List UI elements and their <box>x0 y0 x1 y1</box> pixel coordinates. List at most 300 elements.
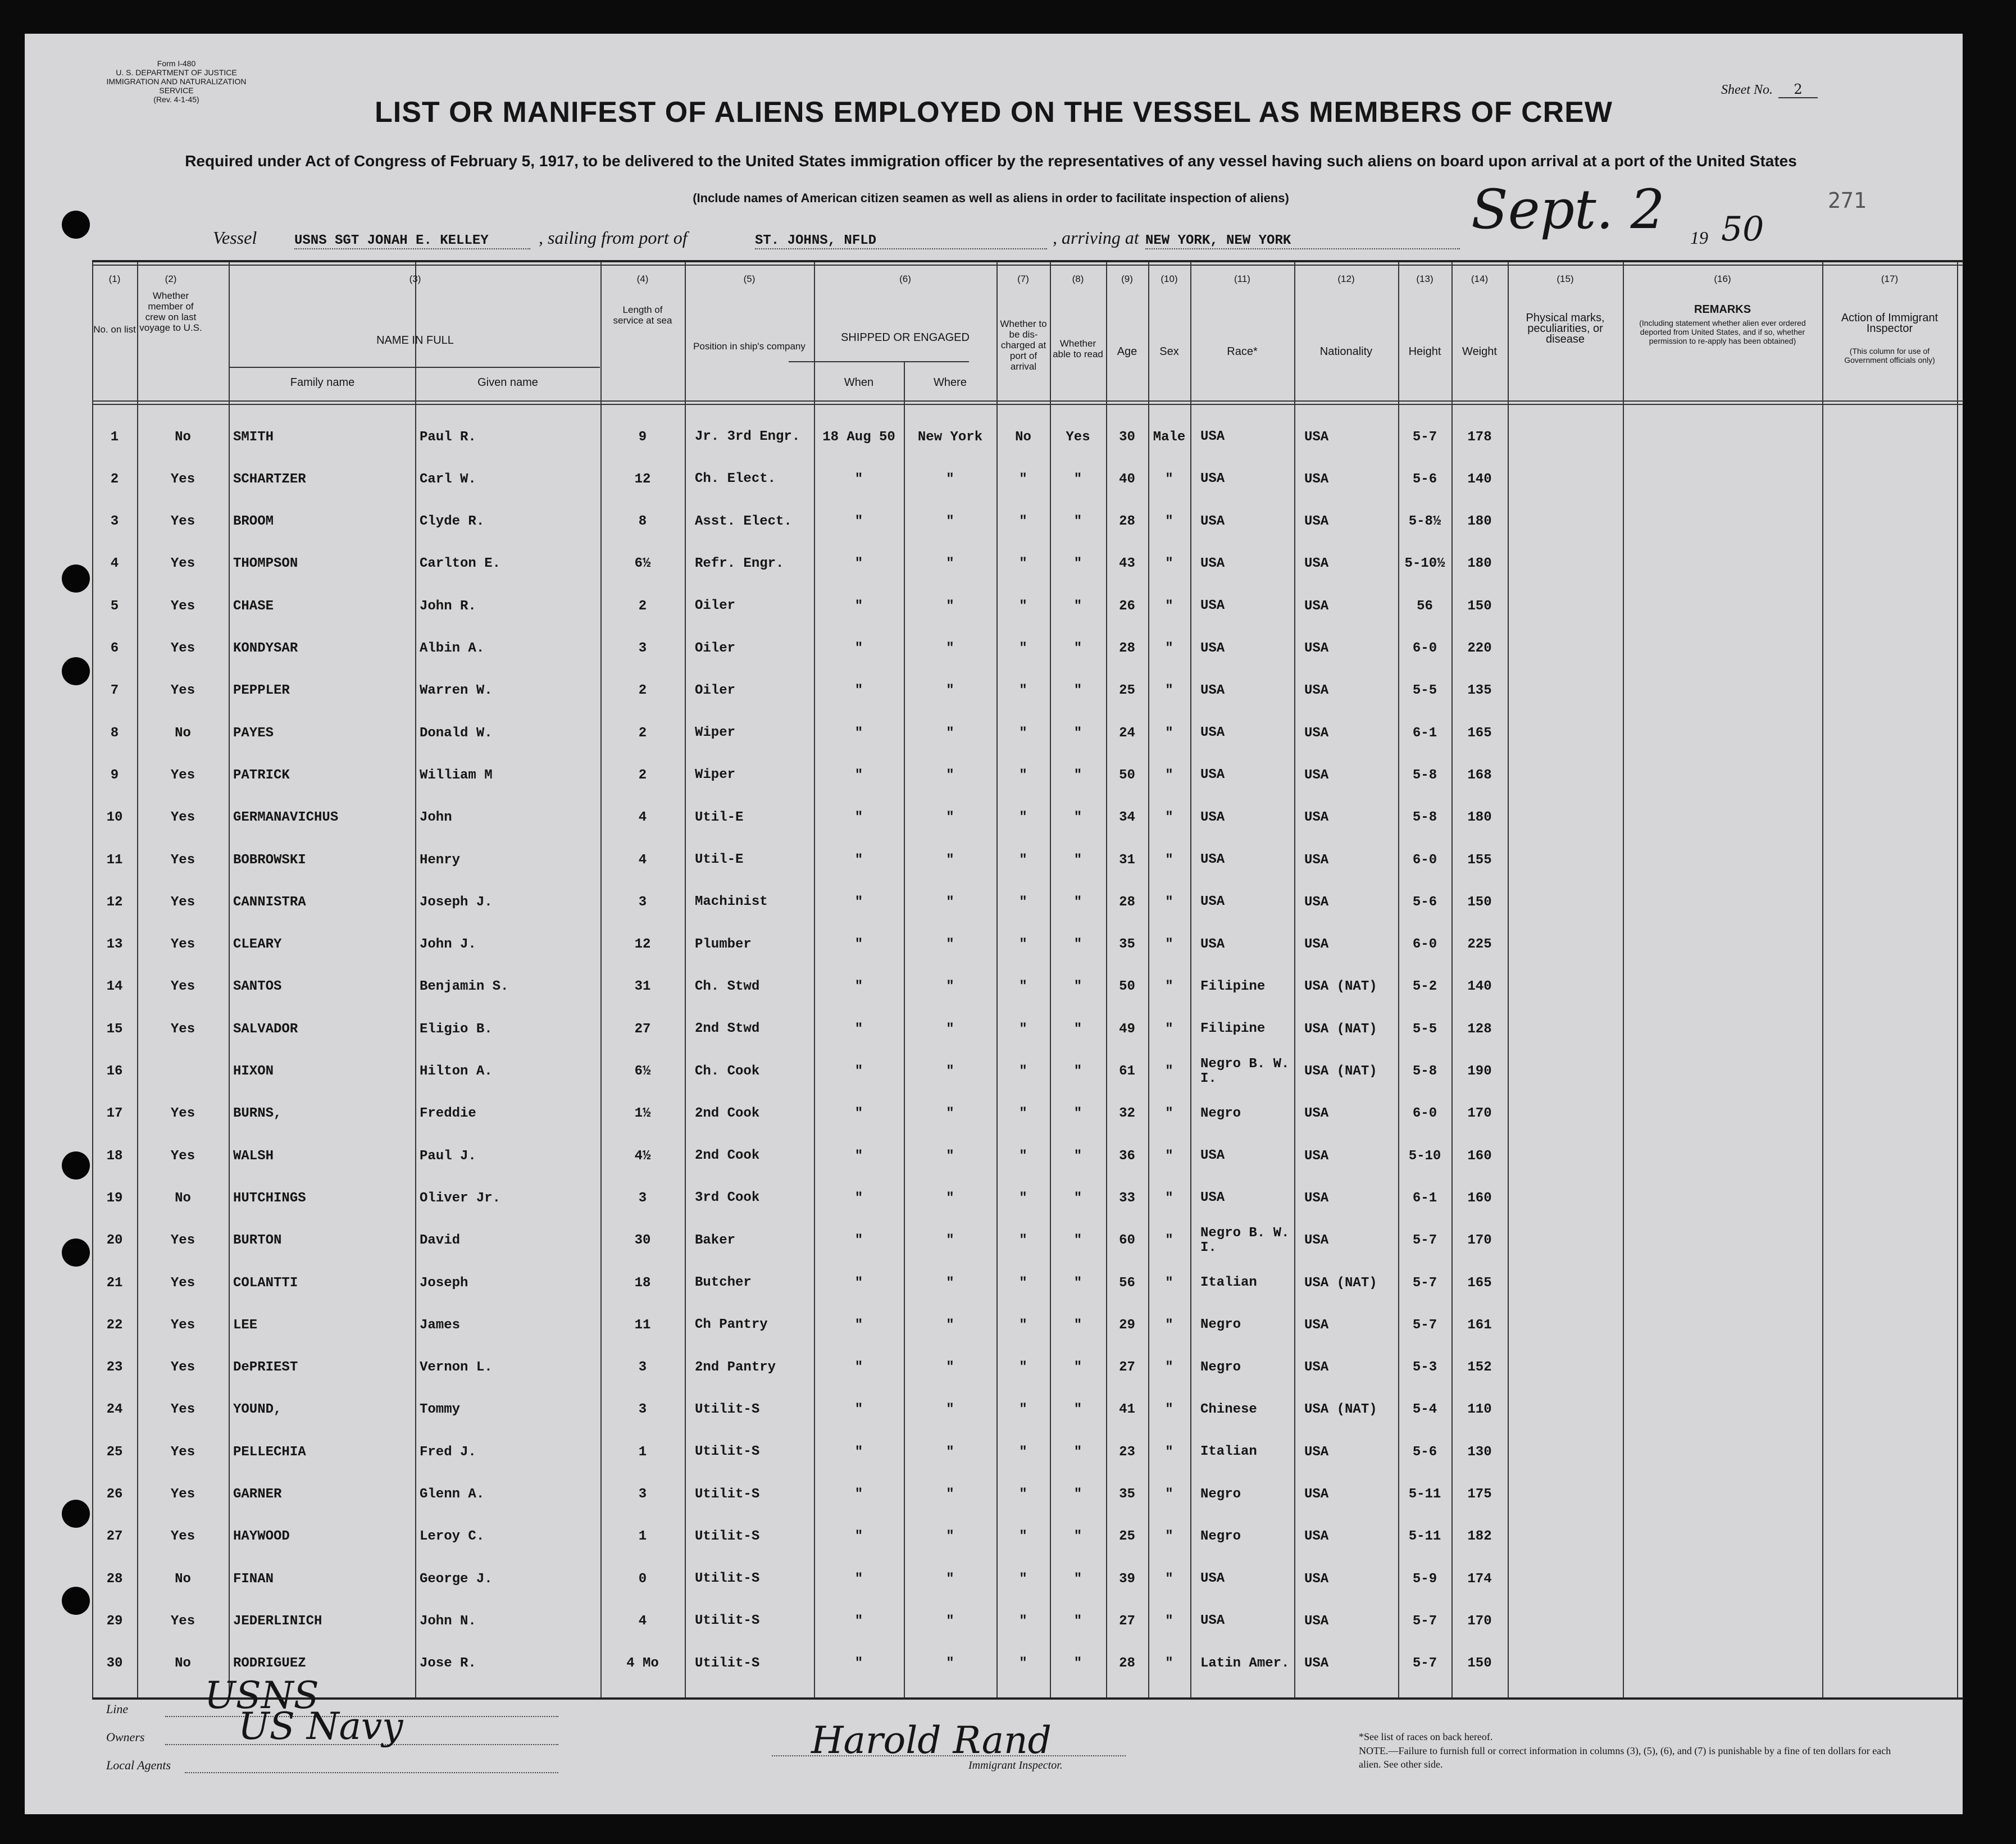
cell-weight: 152 <box>1467 1360 1492 1376</box>
cell-read: " <box>1073 683 1082 699</box>
cell-read: " <box>1073 1275 1082 1291</box>
cell-no: 26 <box>106 1487 123 1502</box>
cell-read: " <box>1073 1444 1082 1460</box>
cell-where: " <box>946 514 954 530</box>
cell-position: 2nd Stwd <box>695 1021 760 1037</box>
cell-last: Yes <box>170 852 195 868</box>
cell-when: " <box>854 1487 863 1502</box>
cell-no: 19 <box>106 1190 123 1206</box>
cell-read: " <box>1073 1402 1082 1418</box>
cell-no: 17 <box>106 1106 123 1122</box>
cell-no: 11 <box>106 852 123 868</box>
form-number: Form I-480 <box>157 59 196 68</box>
cell-weight: 155 <box>1467 852 1492 868</box>
cell-disch: " <box>1019 1613 1027 1629</box>
cell-race: USA <box>1200 1190 1225 1206</box>
cell-where: " <box>946 1064 954 1079</box>
cell-disch: " <box>1019 1148 1027 1164</box>
cell-weight: 175 <box>1467 1487 1492 1502</box>
cell-height: 5-9 <box>1412 1571 1437 1587</box>
cell-family: BURNS, <box>233 1106 282 1122</box>
cell-last: Yes <box>170 1317 195 1333</box>
cell-race: USA <box>1200 852 1225 867</box>
cell-given: Carlton E. <box>420 556 501 572</box>
cell-sex: Male <box>1153 429 1186 445</box>
cell-no: 4 <box>110 556 119 572</box>
cell-given: William M <box>420 767 493 783</box>
cell-last: No <box>175 429 191 445</box>
cell-read: " <box>1073 1360 1082 1376</box>
cell-when: " <box>854 810 863 826</box>
cell-sex: " <box>1165 1275 1173 1291</box>
cell-family: CLEARY <box>233 937 282 953</box>
cell-race: USA <box>1200 809 1225 825</box>
cell-weight: 180 <box>1467 810 1492 826</box>
cell-sex: " <box>1165 683 1173 699</box>
cell-family: LEE <box>233 1317 258 1333</box>
cell-race: Negro B. W. I. <box>1200 1056 1290 1086</box>
cell-when: " <box>854 1317 863 1333</box>
cell-given: Tommy <box>420 1402 461 1418</box>
cell-height: 5-5 <box>1412 1021 1437 1037</box>
cell-age: 24 <box>1119 725 1135 741</box>
cell-family: CHASE <box>233 598 274 614</box>
cell-height: 5-7 <box>1412 1317 1437 1333</box>
header-no-on-list: No. on list <box>93 324 136 335</box>
cell-given: Hilton A. <box>420 1064 493 1079</box>
cell-where: " <box>946 1571 954 1587</box>
cell-height: 5-8½ <box>1408 514 1441 530</box>
cell-sex: " <box>1165 1233 1173 1249</box>
cell-weight: 150 <box>1467 894 1492 910</box>
cell-where: " <box>946 1529 954 1545</box>
cell-given: John <box>420 810 452 826</box>
cell-last: Yes <box>170 1487 195 1502</box>
cell-race: USA <box>1200 556 1225 571</box>
cell-position: 2nd Cook <box>695 1148 760 1164</box>
cell-position: Baker <box>695 1232 736 1248</box>
cell-race: Negro B. W. I. <box>1200 1225 1290 1255</box>
cell-weight: 168 <box>1467 767 1492 783</box>
cell-read: " <box>1073 1613 1082 1629</box>
cell-given: John N. <box>420 1613 476 1629</box>
cell-age: 56 <box>1119 1275 1135 1291</box>
cell-service: 3 <box>638 641 647 656</box>
cell-disch: " <box>1019 1275 1027 1291</box>
cell-no: 7 <box>110 683 119 699</box>
cell-when: " <box>854 852 863 868</box>
cell-weight: 128 <box>1467 1021 1492 1037</box>
cell-position: Asst. Elect. <box>695 513 792 529</box>
cell-nat: USA <box>1304 683 1329 699</box>
cell-read: " <box>1073 1021 1082 1037</box>
cell-last: Yes <box>170 514 195 530</box>
cell-family: BURTON <box>233 1233 282 1249</box>
cell-position: Utilit-S <box>695 1401 760 1417</box>
cell-weight: 170 <box>1467 1613 1492 1629</box>
cell-when: " <box>854 514 863 530</box>
inspector-signature: Harold Rand <box>811 1719 1052 1762</box>
cell-where: " <box>946 1275 954 1291</box>
vessel-name: USNS SGT JONAH E. KELLEY <box>294 233 530 249</box>
cell-weight: 140 <box>1467 471 1492 487</box>
cell-height: 5-7 <box>1412 429 1437 445</box>
cell-read: Yes <box>1066 429 1090 445</box>
cell-given: Jose R. <box>420 1656 476 1672</box>
cell-where: " <box>946 1444 954 1460</box>
cell-weight: 110 <box>1467 1402 1492 1418</box>
cell-where: " <box>946 683 954 699</box>
cell-family: PELLECHIA <box>233 1444 306 1460</box>
cell-service: 2 <box>638 598 647 614</box>
cell-age: 32 <box>1119 1106 1135 1122</box>
cell-position: Machinist <box>695 894 768 910</box>
cell-nat: USA <box>1304 1148 1329 1164</box>
cell-where: " <box>946 1613 954 1629</box>
cell-given: Carl W. <box>420 471 476 487</box>
cell-sex: " <box>1165 1360 1173 1376</box>
cell-last: Yes <box>170 894 195 910</box>
cell-where: " <box>946 725 954 741</box>
cell-position: Ch. Cook <box>695 1063 760 1079</box>
cell-read: " <box>1073 598 1082 614</box>
cell-family: SALVADOR <box>233 1021 298 1037</box>
cell-height: 5-6 <box>1412 471 1437 487</box>
cell-race: Italian <box>1200 1275 1257 1290</box>
cell-where: " <box>946 1148 954 1164</box>
cell-height: 6-0 <box>1412 641 1437 656</box>
cell-nat: USA <box>1304 1317 1329 1333</box>
cell-race: USA <box>1200 725 1225 741</box>
cell-nat: USA <box>1304 1571 1329 1587</box>
cell-disch: No <box>1015 429 1031 445</box>
cell-nat: USA <box>1304 1444 1329 1460</box>
cell-weight: 180 <box>1467 514 1492 530</box>
cell-nat: USA <box>1304 767 1329 783</box>
cell-where: " <box>946 1021 954 1037</box>
cell-no: 6 <box>110 641 119 656</box>
cell-disch: " <box>1019 1360 1027 1376</box>
cell-given: Glenn A. <box>420 1487 485 1502</box>
cell-age: 29 <box>1119 1317 1135 1333</box>
cell-disch: " <box>1019 641 1027 656</box>
cell-given: Leroy C. <box>420 1529 485 1545</box>
cell-age: 41 <box>1119 1402 1135 1418</box>
sailing-port: ST. JOHNS, NFLD <box>755 233 1047 249</box>
cell-where: " <box>946 1402 954 1418</box>
punch-hole <box>62 1239 90 1267</box>
cell-when: " <box>854 1360 863 1376</box>
cell-disch: " <box>1019 1190 1027 1206</box>
cell-when: " <box>854 1148 863 1164</box>
cell-weight: 174 <box>1467 1571 1492 1587</box>
cell-read: " <box>1073 1148 1082 1164</box>
cell-no: 21 <box>106 1275 123 1291</box>
cell-position: Ch. Elect. <box>695 471 776 487</box>
cell-no: 22 <box>106 1317 123 1333</box>
cell-last: No <box>175 1190 191 1206</box>
cell-last <box>137 1055 229 1089</box>
cell-service: 3 <box>638 1402 647 1418</box>
line-value: USNS <box>204 1674 319 1717</box>
cell-given: Joseph <box>420 1275 468 1291</box>
cell-given: Fred J. <box>420 1444 476 1460</box>
header-age: Age <box>1117 345 1137 358</box>
cell-nat: USA <box>1304 598 1329 614</box>
cell-weight: 170 <box>1467 1106 1492 1122</box>
cell-when: " <box>854 1190 863 1206</box>
header-weight: Weight <box>1462 345 1497 358</box>
cell-nat: USA (NAT) <box>1304 1275 1377 1291</box>
cell-given: Eligio B. <box>420 1021 493 1037</box>
crew-table: (1) No. on list (2) Whether member of crew on last voyage to U.S. (3) NAME IN FULL Family name Given name (4) Length of service at sea (5) Position in ship's company (6) SHIPPED OR ENGAGED When Where (7) Whether to be dis-charged at port of arrival (8) Whether able to read (9) Age (10) Sex (11) Race* (12) Nationality (13) Height (14) Weight (15) Physical marks, peculiarities, or disease (16) REMARKS (Including statement whether alien ever ordered deported from United States, and if so, whether permission to re-apply has been obtained) (17) Action of Immigrant Inspector (This column for use of Government officials only) 1 No SMITH Paul R. 9 Jr. 3rd Engr. 18 Aug 50 New York No Yes 30 Male USA USA 5-7 178 2 Yes SCHARTZER Carl W. 12 Ch. Elect. " " " " 40 " USA USA 5-6 140 3 Yes BROOM Clyde R. 8 Asst. Elect. " " " " 28 " USA USA 5-8½ 180 4 Yes THOMPSON Carlton E. 6½ Refr. Engr. " " " " 43 " USA USA 5-10½ 180 5 Yes CHASE John R. 2 Oiler " " " " 26 " USA USA 56 150 6 Yes KONDYSAR Albin A. 3 Oiler " " " " 28 " USA USA 6-0 220 7 Yes PEPPLER Warren W. 2 Oiler " " " " 25 " USA USA 5-5 135 8 No PAYES Donald W. 2 Wiper " " " " 24 " USA USA 6-1 165 9 Yes PATRICK William M 2 Wiper " " " " 50 " USA USA 5-8 168 10 Yes GERMANAVICHUS John 4 Util-E " " " " 34 " USA USA 5-8 180 11 Yes BOBROWSKI Henry 4 Util-E " " " " 31 " USA USA 6-0 155 12 Yes CANNISTRA Joseph J. 3 Machinist " " " " 28 " USA USA 5-6 150 13 Yes CLEARY John J. 12 Plumber " " " " 35 " USA USA 6-0 225 14 Yes SANTOS Benjamin S. 31 Ch. Stwd " " " " 50 " Filipine USA (NAT) 5-2 140 15 Yes SALVADOR Eligio B. 27 2nd Stwd " " " " 49 " Filipine USA (NAT) 5-5 128 16 HIXON Hilton A. 6½ Ch. Cook " " " " 61 " Negro B. W. I. USA (NAT) 5-8 190 17 Yes BURNS, Freddie 1½ 2nd Cook " " " " 32 " Negro USA 6-0 170 18 Yes WALSH Paul J. 4½ 2nd Cook " " " " 36 " USA USA 5-10 160 19 No HUTCHINGS Oliver Jr. 3 3rd Cook " " " " 33 " USA USA 6-1 160 20 Yes BURTON David 30 Baker " " " " 60 " Negro B. W. I. USA 5-7 170 21 Yes COLANTTI Joseph 18 Butcher " " " " 56 " Italian USA (NAT) 5-7 165 22 Yes LEE James 11 Ch Pantry " " " " 29 " Negro USA 5-7 161 23 Yes DePRIEST Vernon L. 3 2nd Pantry " " " " 27 " Negro USA 5-3 152 24 Yes YOUND, Tommy 3 Utilit-S " " " " 41 " Chinese USA (NAT) 5-4 110 25 Yes PELLECHIA Fred J. 1 Utilit-S " " " " 23 " Italian USA 5-6 130 26 Yes GARNER Glenn A. 3 Utilit-S " " " " 35 " Negro USA 5-11 175 27 Yes HAYWOOD Leroy C. 1 Utilit-S " " " " 25 " Negro USA 5-11 182 28 No FINAN George J. 0 Utilit-S " " " " 39 " USA USA 5-9 174 29 Yes JEDERLINICH John N. 4 Utilit-S " " " " 27 " USA USA 5-7 170 30 No RODRIGUEZ Jose R. 4 Mo Utilit-S " " " " 28 " Latin Amer. USA 5-7 150 <box>92 260 1963 1700</box>
cell-service: 12 <box>634 471 651 487</box>
cell-weight: 178 <box>1467 429 1492 445</box>
cell-last: Yes <box>170 937 195 953</box>
cell-where: " <box>946 1656 954 1672</box>
cell-sex: " <box>1165 1148 1173 1164</box>
cell-where: " <box>946 1360 954 1376</box>
cell-race: USA <box>1200 767 1225 783</box>
cell-service: 1 <box>638 1529 647 1545</box>
cell-weight: 225 <box>1467 937 1492 953</box>
cell-when: " <box>854 1613 863 1629</box>
cell-given: Clyde R. <box>420 514 485 530</box>
cell-read: " <box>1073 1656 1082 1672</box>
cell-sex: " <box>1165 767 1173 783</box>
year-suffix: 50 <box>1721 210 1764 249</box>
cell-age: 39 <box>1119 1571 1135 1587</box>
cell-where: " <box>946 1487 954 1502</box>
cell-height: 5-11 <box>1408 1529 1441 1545</box>
cell-family: BOBROWSKI <box>233 852 306 868</box>
cell-when: " <box>854 725 863 741</box>
cell-race: USA <box>1200 894 1225 910</box>
cell-age: 36 <box>1119 1148 1135 1164</box>
cell-age: 60 <box>1119 1233 1135 1249</box>
cell-read: " <box>1073 514 1082 530</box>
punch-hole <box>62 1151 90 1180</box>
cell-nat: USA <box>1304 725 1329 741</box>
header-family-name: Family name <box>290 376 355 389</box>
cell-nat: USA (NAT) <box>1304 1064 1377 1079</box>
cell-sex: " <box>1165 471 1173 487</box>
cell-read: " <box>1073 937 1082 953</box>
cell-nat: USA <box>1304 894 1329 910</box>
cell-disch: " <box>1019 894 1027 910</box>
races-note: *See list of races on back hereof. <box>1359 1731 1493 1742</box>
cell-position: Butcher <box>695 1275 752 1290</box>
cell-race: USA <box>1200 429 1225 444</box>
cell-nat: USA <box>1304 471 1329 487</box>
cell-age: 25 <box>1119 683 1135 699</box>
cell-given: John R. <box>420 598 476 614</box>
header-where: Where <box>934 376 967 389</box>
stamp-number: 271 <box>1828 188 1867 213</box>
fine-note: NOTE.—Failure to furnish full or correct information in columns (3), (5), (6), and (7) is punishable by a fine of ten dollars for each alien. See other side. <box>1359 1745 1891 1770</box>
cell-service: 8 <box>638 514 647 530</box>
cell-disch: " <box>1019 1064 1027 1079</box>
cell-race: Negro <box>1200 1359 1241 1375</box>
cell-nat: USA <box>1304 1656 1329 1672</box>
cell-race: Chinese <box>1200 1401 1257 1417</box>
cell-last: Yes <box>170 1233 195 1249</box>
cell-nat: USA <box>1304 937 1329 953</box>
cell-height: 5-7 <box>1412 1613 1437 1629</box>
cell-position: Oiler <box>695 682 736 698</box>
header-nationality: Nationality <box>1319 345 1373 358</box>
cell-position: Ch Pantry <box>695 1317 768 1333</box>
cell-sex: " <box>1165 1444 1173 1460</box>
cell-family: CANNISTRA <box>233 894 306 910</box>
cell-no: 27 <box>106 1529 123 1545</box>
cell-when: " <box>854 1106 863 1122</box>
cell-given: Benjamin S. <box>420 979 509 995</box>
cell-nat: USA <box>1304 1529 1329 1545</box>
cell-weight: 160 <box>1467 1190 1492 1206</box>
cell-age: 33 <box>1119 1190 1135 1206</box>
cell-service: 2 <box>638 767 647 783</box>
cell-disch: " <box>1019 514 1027 530</box>
cell-race: Filipine <box>1200 1021 1266 1037</box>
cell-read: " <box>1073 979 1082 995</box>
cell-nat: USA <box>1304 514 1329 530</box>
cell-where: " <box>946 852 954 868</box>
column-divider <box>685 262 686 1697</box>
cell-position: Plumber <box>695 936 752 952</box>
cell-when: " <box>854 471 863 487</box>
cell-read: " <box>1073 767 1082 783</box>
cell-no: 1 <box>110 429 119 445</box>
sheet-number: Sheet No. 2 <box>1721 81 1818 98</box>
cell-read: " <box>1073 471 1082 487</box>
cell-age: 43 <box>1119 556 1135 572</box>
cell-given: Joseph J. <box>420 894 493 910</box>
cell-race: USA <box>1200 1148 1225 1164</box>
cell-sex: " <box>1165 641 1173 656</box>
cell-nat: USA <box>1304 1360 1329 1376</box>
cell-race: USA <box>1200 1571 1225 1587</box>
cell-last: Yes <box>170 1106 195 1122</box>
cell-no: 5 <box>110 598 119 614</box>
cell-sex: " <box>1165 1317 1173 1333</box>
cell-age: 31 <box>1119 852 1135 868</box>
cell-given: George J. <box>420 1571 493 1587</box>
cell-when: " <box>854 767 863 783</box>
cell-race: Latin Amer. <box>1200 1655 1290 1671</box>
cell-no: 28 <box>106 1571 123 1587</box>
cell-service: 12 <box>634 937 651 953</box>
cell-family: DePRIEST <box>233 1360 298 1376</box>
cell-family: KONDYSAR <box>233 641 298 656</box>
cell-sex: " <box>1165 1021 1173 1037</box>
cell-age: 28 <box>1119 641 1135 656</box>
cell-age: 34 <box>1119 810 1135 826</box>
cell-given: Freddie <box>420 1106 476 1122</box>
cell-age: 35 <box>1119 937 1135 953</box>
column-divider <box>1190 262 1191 1697</box>
cell-age: 61 <box>1119 1064 1135 1079</box>
cell-disch: " <box>1019 1021 1027 1037</box>
cell-age: 27 <box>1119 1613 1135 1629</box>
cell-race: USA <box>1200 936 1225 952</box>
cell-position: Utilit-S <box>695 1444 760 1460</box>
header-length-of-service: Length of service at sea <box>613 304 672 326</box>
cell-race: Italian <box>1200 1444 1257 1460</box>
cell-height: 5-7 <box>1412 1275 1437 1291</box>
column-divider <box>1957 262 1958 1697</box>
cell-when: " <box>854 979 863 995</box>
cell-no: 12 <box>106 894 123 910</box>
cell-given: John J. <box>420 937 476 953</box>
cell-given: Paul R. <box>420 429 476 445</box>
cell-service: 1 <box>638 1444 647 1460</box>
cell-when: " <box>854 683 863 699</box>
cell-last: Yes <box>170 1021 195 1037</box>
cell-where: " <box>946 767 954 783</box>
cell-position: 2nd Pantry <box>695 1359 776 1375</box>
cell-when: " <box>854 1444 863 1460</box>
cell-age: 28 <box>1119 894 1135 910</box>
cell-family: JEDERLINICH <box>233 1613 322 1629</box>
cell-height: 5-6 <box>1412 1444 1437 1460</box>
cell-sex: " <box>1165 725 1173 741</box>
cell-sex: " <box>1165 937 1173 953</box>
cell-when: 18 Aug 50 <box>822 429 895 445</box>
cell-height: 56 <box>1417 598 1433 614</box>
cell-height: 6-0 <box>1412 852 1437 868</box>
cell-last: No <box>175 1656 191 1672</box>
cell-position: Wiper <box>695 767 736 783</box>
header-race: Race* <box>1227 345 1258 358</box>
cell-given: James <box>420 1317 461 1333</box>
header-given-name: Given name <box>477 376 538 389</box>
cell-no: 23 <box>106 1360 123 1376</box>
local-agents-label: Local Agents <box>106 1758 171 1772</box>
department: U. S. DEPARTMENT OF JUSTICE <box>116 68 237 77</box>
cell-read: " <box>1073 556 1082 572</box>
cell-when: " <box>854 894 863 910</box>
owners-label: Owners <box>106 1730 145 1744</box>
cell-family: COLANTTI <box>233 1275 298 1291</box>
header-remarks: REMARKS <box>1694 303 1751 316</box>
cell-no: 29 <box>106 1613 123 1629</box>
cell-service: 2 <box>638 683 647 699</box>
cell-read: " <box>1073 1064 1082 1079</box>
page-title: LIST OR MANIFEST OF ALIENS EMPLOYED ON THE VESSEL AS MEMBERS OF CREW <box>375 96 1613 129</box>
cell-nat: USA <box>1304 1106 1329 1122</box>
cell-height: 5-8 <box>1412 810 1437 826</box>
header-position: Position in ship's company <box>693 341 806 352</box>
cell-given: Donald W. <box>420 725 493 741</box>
sailing-label: , sailing from port of <box>539 227 688 248</box>
cell-nat: USA <box>1304 1487 1329 1502</box>
header-shipped-engaged: SHIPPED OR ENGAGED <box>841 331 970 344</box>
cell-weight: 180 <box>1467 556 1492 572</box>
header-inspector-action: Action of Immigrant Inspector <box>1841 312 1938 335</box>
cell-where: " <box>946 1190 954 1206</box>
cell-age: 28 <box>1119 1656 1135 1672</box>
cell-height: 5-3 <box>1412 1360 1437 1376</box>
cell-height: 5-5 <box>1412 683 1437 699</box>
cell-race: Negro <box>1200 1105 1241 1121</box>
cell-age: 30 <box>1119 429 1135 445</box>
arrival-date: Sept. 2 <box>1471 178 1665 241</box>
cell-weight: 165 <box>1467 725 1492 741</box>
cell-nat: USA <box>1304 1233 1329 1249</box>
cell-family: BROOM <box>233 514 274 530</box>
arriving-label: , arriving at <box>1053 227 1139 248</box>
